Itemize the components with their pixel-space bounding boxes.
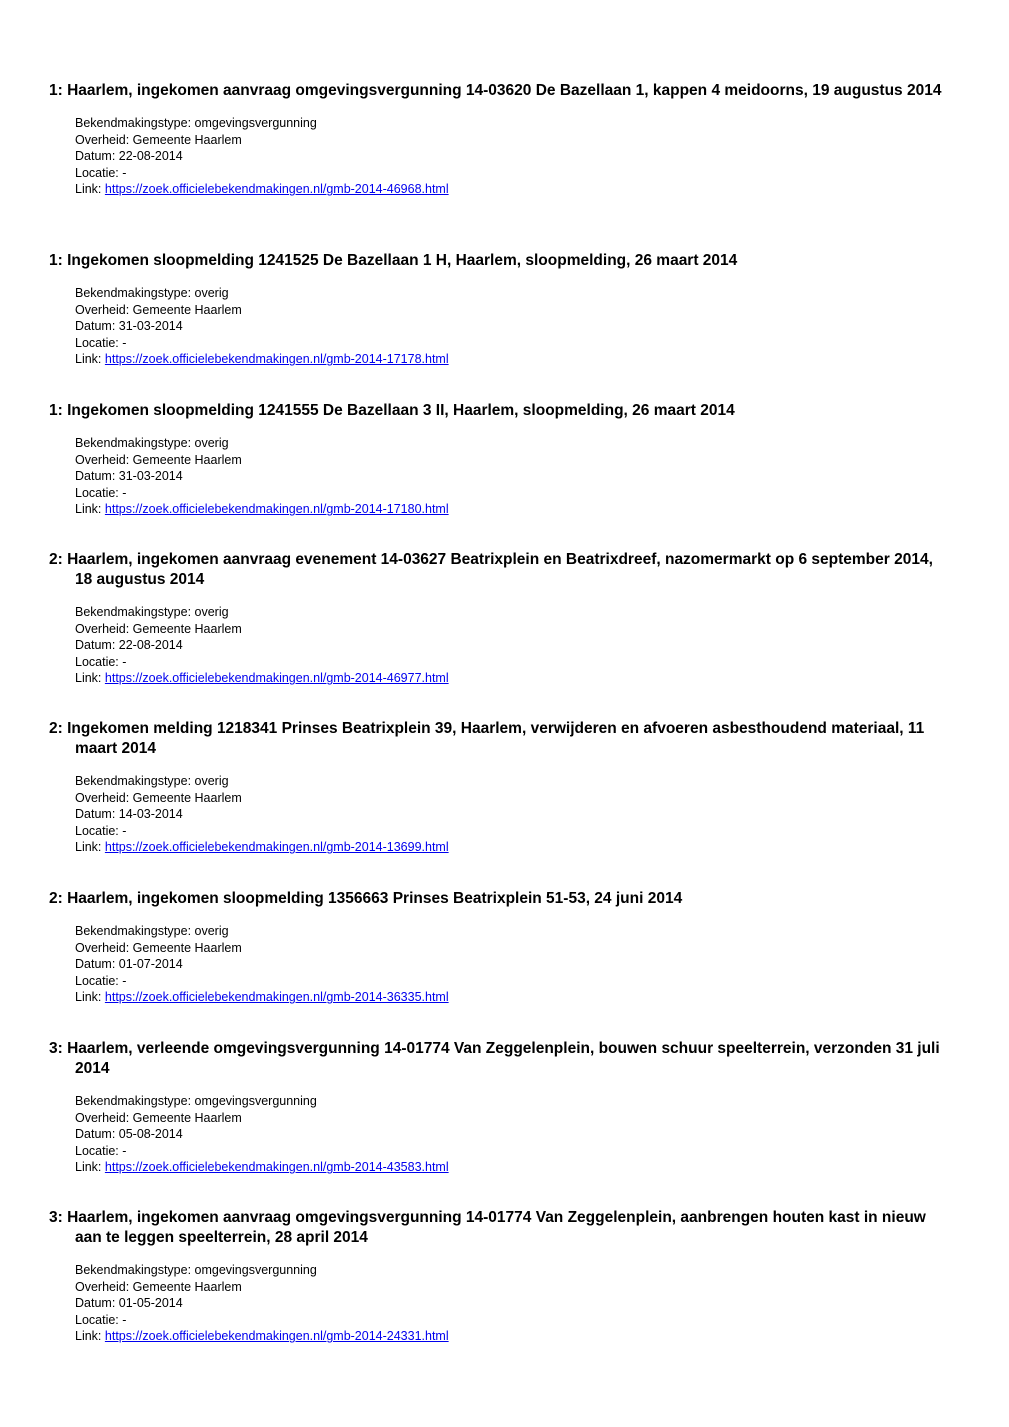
announcement-entry — [49, 81, 949, 198]
location-label: Locatie: - — [75, 654, 127, 669]
announcement-entry — [49, 1039, 949, 1176]
announcement-link[interactable]: https://zoek.officielebekendmakingen.nl/gmb-2014-36335.html — [104, 990, 449, 1005]
entry-metadata — [49, 435, 949, 518]
entry-title: 1: Ingekomen sloopmelding 1241525 De Bazellaan 1 H, Haarlem, sloopmelding, 26 maart 2014 — [49, 252, 738, 269]
link-row — [75, 670, 949, 687]
date-label: Datum: 01-07-2014 — [75, 957, 183, 972]
link-prefix: Link: — [75, 990, 105, 1005]
type-label: Bekendmakingstype: overig — [75, 774, 229, 788]
link-prefix: Link: — [75, 1329, 105, 1344]
link-prefix: Link: — [75, 182, 105, 197]
entry-title: 3: Haarlem, ingekomen aanvraag omgevingsvergunning 14-01774 Van Zeggelenplein, aanbrengen houten kast in nieuw aan te leggen speelterrein, 28 april 2014 — [49, 1209, 926, 1246]
entry-title: 2: Haarlem, ingekomen aanvraag evenement 14-03627 Beatrixplein en Beatrixdreef, nazomermarkt op 6 september 2014, 18 augustus 2014 — [49, 551, 933, 588]
link-prefix: Link: — [75, 352, 105, 367]
authority-label: Overheid: Gemeente Haarlem — [75, 790, 242, 805]
location-label: Locatie: - — [75, 823, 127, 838]
date-label: Datum: 05-08-2014 — [75, 1127, 183, 1142]
announcement-link[interactable]: https://zoek.officielebekendmakingen.nl/gmb-2014-43583.html — [104, 1160, 449, 1175]
type-label: Bekendmakingstype: overig — [75, 436, 229, 450]
link-prefix: Link: — [75, 1160, 105, 1175]
announcement-entry — [49, 1208, 949, 1345]
announcement-link[interactable]: https://zoek.officielebekendmakingen.nl/gmb-2014-46977.html — [104, 671, 449, 686]
entry-metadata — [49, 1262, 949, 1345]
link-row — [75, 1159, 949, 1176]
location-label: Locatie: - — [75, 485, 127, 500]
location-label: Locatie: - — [75, 1312, 127, 1327]
entry-metadata — [49, 604, 949, 687]
entry-metadata — [49, 1093, 949, 1176]
link-prefix: Link: — [75, 840, 105, 855]
type-label: Bekendmakingstype: overig — [75, 924, 229, 938]
authority-label: Overheid: Gemeente Haarlem — [75, 1110, 242, 1125]
type-label: Bekendmakingstype: omgevingsvergunning — [75, 1094, 317, 1108]
authority-label: Overheid: Gemeente Haarlem — [75, 452, 242, 467]
announcement-link[interactable]: https://zoek.officielebekendmakingen.nl/gmb-2014-17178.html — [104, 352, 449, 367]
type-label: Bekendmakingstype: omgevingsvergunning — [75, 116, 317, 130]
date-label: Datum: 22-08-2014 — [75, 638, 183, 653]
announcement-link[interactable]: https://zoek.officielebekendmakingen.nl/gmb-2014-17180.html — [104, 502, 449, 517]
link-row — [75, 1328, 949, 1345]
location-label: Locatie: - — [75, 973, 127, 988]
authority-label: Overheid: Gemeente Haarlem — [75, 302, 242, 317]
location-label: Locatie: - — [75, 165, 127, 180]
announcement-entry — [49, 550, 949, 687]
entry-title: 2: Ingekomen melding 1218341 Prinses Beatrixplein 39, Haarlem, verwijderen en afvoeren asbesthoudend materiaal, 11 maart 2014 — [49, 720, 925, 757]
link-row — [75, 181, 949, 198]
link-row — [75, 351, 949, 368]
link-row — [75, 839, 949, 856]
announcement-entry — [49, 719, 949, 856]
authority-label: Overheid: Gemeente Haarlem — [75, 940, 242, 955]
link-prefix: Link: — [75, 502, 105, 517]
announcement-entry — [49, 251, 949, 368]
entry-title: 1: Ingekomen sloopmelding 1241555 De Bazellaan 3 II, Haarlem, sloopmelding, 26 maart 2014 — [49, 402, 735, 419]
link-row — [75, 501, 949, 518]
link-row — [75, 989, 949, 1006]
entry-title: 1: Haarlem, ingekomen aanvraag omgevingsvergunning 14-03620 De Bazellaan 1, kappen 4 meidoorns, 19 augustus 2014 — [49, 82, 942, 99]
location-label: Locatie: - — [75, 1143, 127, 1158]
type-label: Bekendmakingstype: overig — [75, 605, 229, 619]
authority-label: Overheid: Gemeente Haarlem — [75, 132, 242, 147]
entry-metadata — [49, 285, 949, 368]
announcement-entry — [49, 889, 949, 1006]
announcement-link[interactable]: https://zoek.officielebekendmakingen.nl/gmb-2014-46968.html — [104, 182, 449, 197]
authority-label: Overheid: Gemeente Haarlem — [75, 1279, 242, 1294]
announcement-link[interactable]: https://zoek.officielebekendmakingen.nl/gmb-2014-24331.html — [104, 1329, 449, 1344]
date-label: Datum: 22-08-2014 — [75, 149, 183, 164]
link-prefix: Link: — [75, 671, 105, 686]
location-label: Locatie: - — [75, 335, 127, 350]
type-label: Bekendmakingstype: omgevingsvergunning — [75, 1263, 317, 1277]
announcement-entry — [49, 401, 949, 518]
type-label: Bekendmakingstype: overig — [75, 286, 229, 300]
date-label: Datum: 31-03-2014 — [75, 319, 183, 334]
entry-metadata — [49, 923, 949, 1006]
date-label: Datum: 14-03-2014 — [75, 807, 183, 822]
entry-title: 3: Haarlem, verleende omgevingsvergunning 14-01774 Van Zeggelenplein, bouwen schuur speelterrein, verzonden 31 juli 2014 — [49, 1040, 940, 1077]
date-label: Datum: 31-03-2014 — [75, 469, 183, 484]
entry-metadata — [49, 115, 949, 198]
announcement-link[interactable]: https://zoek.officielebekendmakingen.nl/gmb-2014-13699.html — [104, 840, 449, 855]
entry-metadata — [49, 773, 949, 856]
date-label: Datum: 01-05-2014 — [75, 1296, 183, 1311]
authority-label: Overheid: Gemeente Haarlem — [75, 621, 242, 636]
entry-title: 2: Haarlem, ingekomen sloopmelding 1356663 Prinses Beatrixplein 51-53, 24 juni 2014 — [49, 890, 683, 907]
